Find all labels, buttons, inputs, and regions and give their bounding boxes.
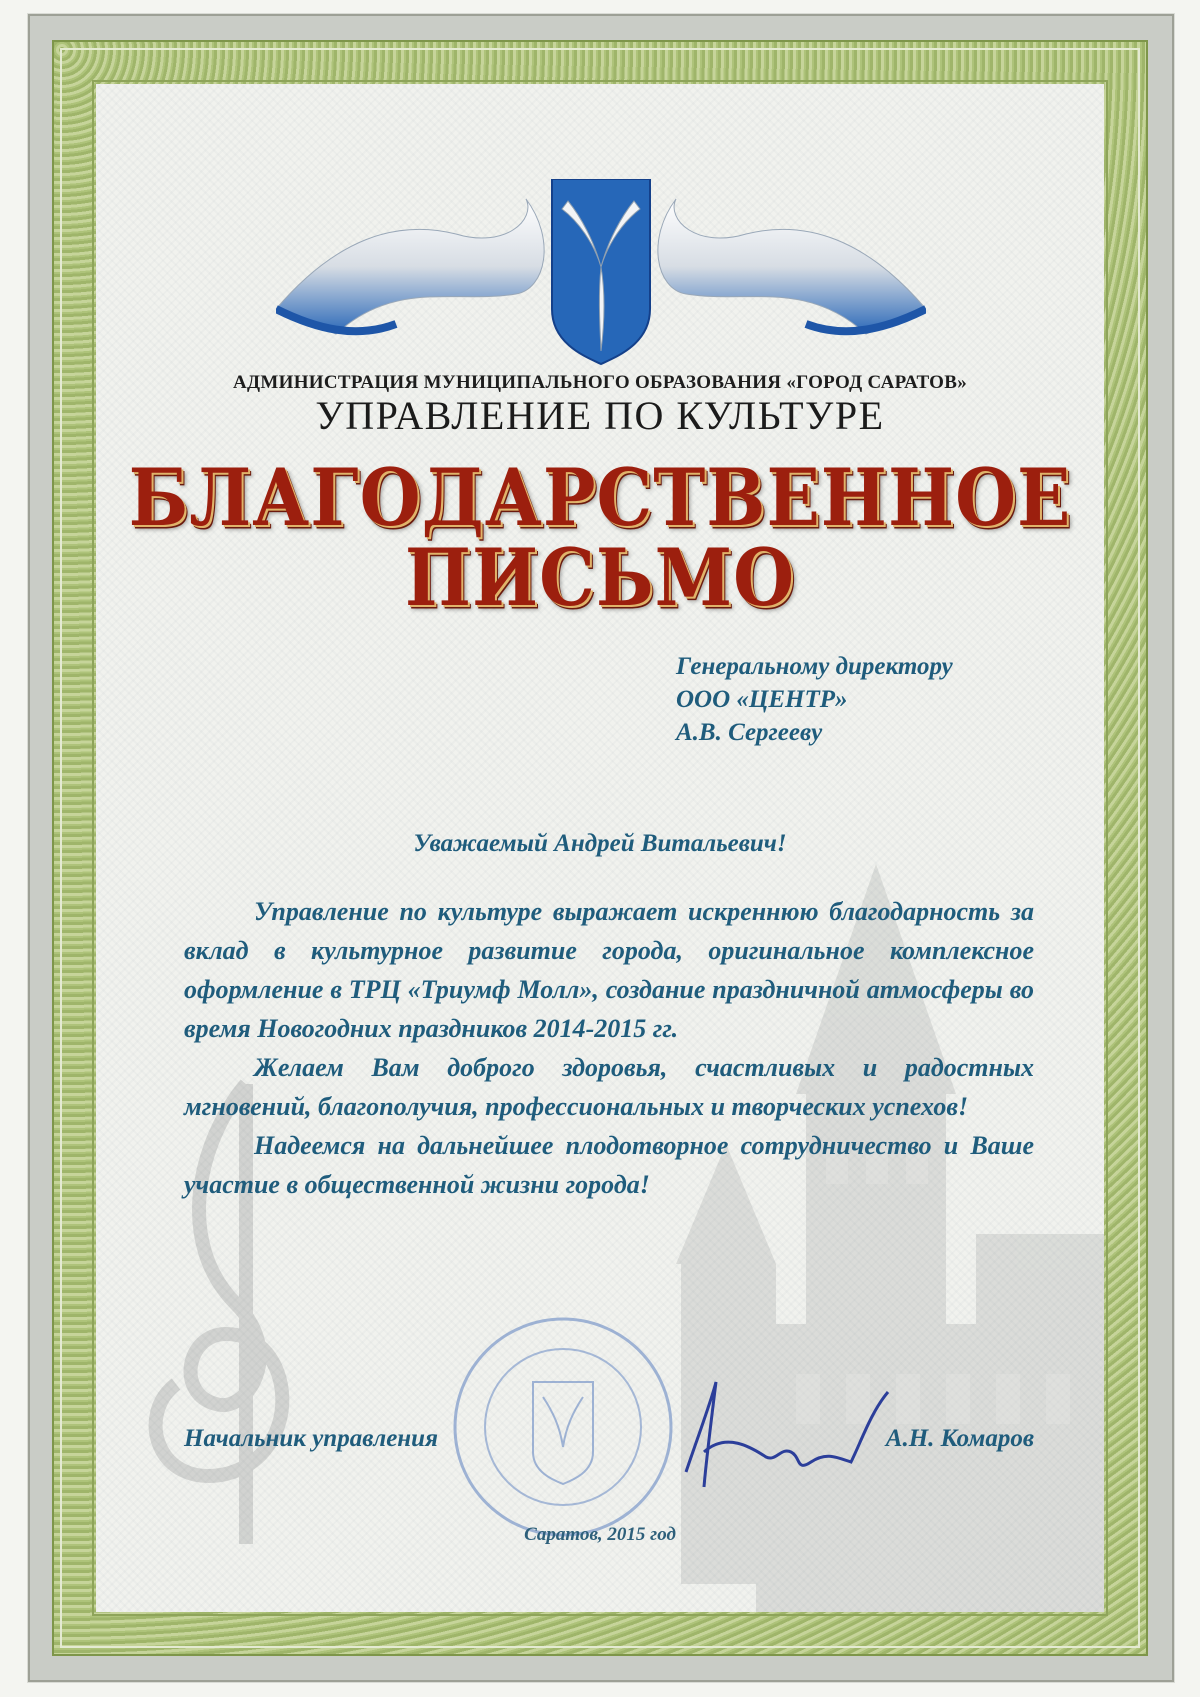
handwritten-signature xyxy=(656,1362,896,1502)
body-paragraph-1: Управление по культуре выражает искреннюю благодарность за вклад в культурное развитие города, оригинальное комплексное оформление в ТРЦ «Триумф Молл», создание праздничной атмосферы во время Новогодних праздников 2014-2015 гг. xyxy=(184,897,1034,1043)
signatory-position: Начальник управления xyxy=(184,1425,438,1452)
certificate-paper xyxy=(96,84,1104,1612)
body-paragraph-3: Надеемся на дальнейшее плодотворное сотрудничество и Ваше участие в общественной жизни города! xyxy=(184,1131,1034,1199)
letter-body xyxy=(184,892,1034,1204)
letter-title-line1: БЛАГОДАРСТВЕННОЕ xyxy=(128,451,1072,544)
place-and-date: Саратов, 2015 год xyxy=(524,1524,676,1545)
saratov-coat-of-arms-icon xyxy=(276,179,926,379)
department-name: УПРАВЛЕНИЕ ПО КУЛЬТУРЕ xyxy=(315,393,885,438)
official-stamp-icon xyxy=(448,1312,678,1542)
addressee-company: ООО «ЦЕНТР» xyxy=(676,686,848,713)
administration-line: АДМИНИСТРАЦИЯ МУНИЦИПАЛЬНОГО ОБРАЗОВАНИЯ «ГОРОД САРАТОВ» xyxy=(232,372,968,393)
signatory-name: А.Н. Комаров xyxy=(885,1425,1034,1452)
addressee-name: А.В. Сергееву xyxy=(676,719,823,746)
greeting: Уважаемый Андрей Витальевич! xyxy=(413,830,787,857)
addressee-block xyxy=(676,650,1096,749)
body-paragraph-2: Желаем Вам доброго здоровья, счастливых и радостных мгновений, благополучия, профессиональных и творческих успехов! xyxy=(184,1053,1034,1121)
addressee-position: Генеральному директору xyxy=(676,653,953,680)
letter-title-line2: ПИСЬМО xyxy=(404,531,796,624)
